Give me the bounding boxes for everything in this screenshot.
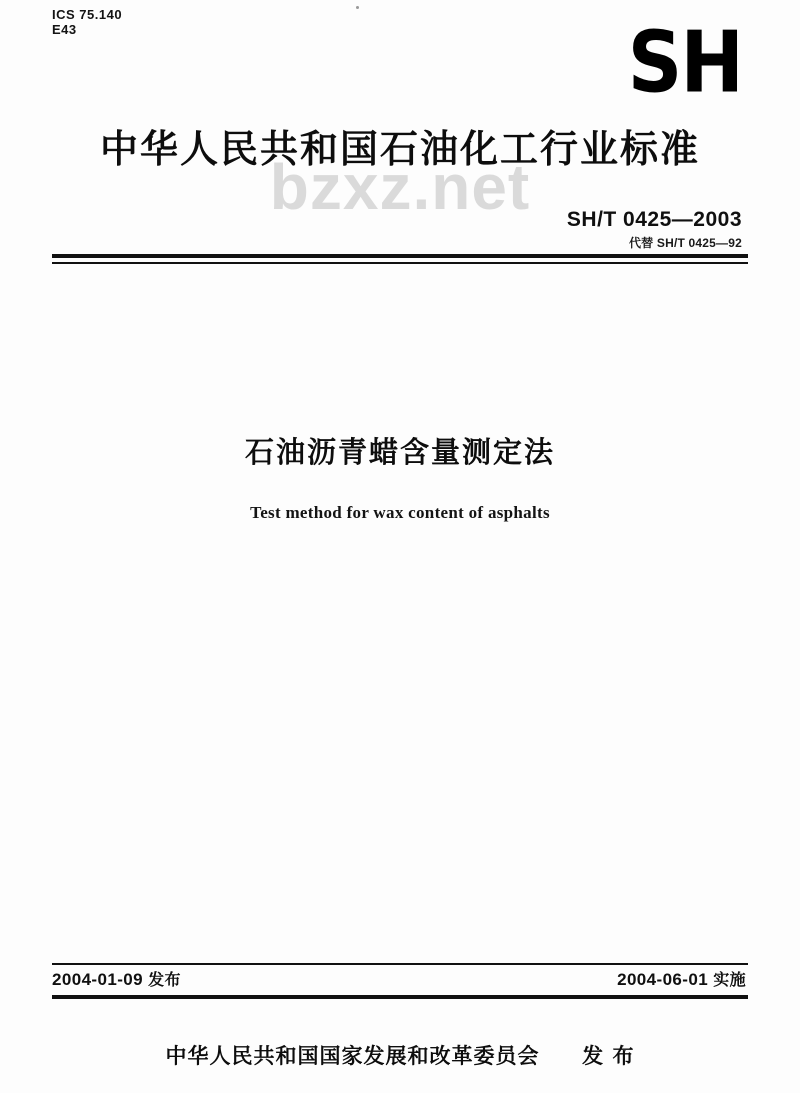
sh-logo: SH xyxy=(627,11,742,112)
replaces-standard: 代替 SH/T 0425—92 xyxy=(628,236,742,250)
effective-date-label: 实施 xyxy=(713,970,746,989)
publisher-action: 发 布 xyxy=(582,1044,635,1068)
header-rule-thick xyxy=(52,254,748,258)
footer-rule-thin xyxy=(52,963,748,965)
standard-number: SH/T 0425—2003 xyxy=(566,208,742,231)
publisher-name: 中华人民共和国国家发展和改革委员会 xyxy=(165,1044,540,1068)
effective-date: 2004-06-01 xyxy=(617,970,709,989)
issue-date: 2004-01-09 xyxy=(52,970,143,989)
document-title-chinese: 石油沥青蜡含量测定法 xyxy=(244,435,555,469)
standard-number-block xyxy=(567,208,742,251)
footer-rule-thick xyxy=(52,995,748,999)
issue-date-block xyxy=(52,967,181,990)
organization-heading: 中华人民共和国石油化工行业标准 xyxy=(99,127,700,171)
effective-date-block xyxy=(617,967,746,990)
scan-artifact xyxy=(356,6,359,9)
document-title-english: Test method for wax content of asphalts xyxy=(250,503,550,522)
ics-code: ICS 75.140 xyxy=(52,7,123,22)
issue-date-label: 发布 xyxy=(148,970,181,989)
ccs-code: E43 xyxy=(52,21,77,37)
header-rule-thin xyxy=(52,262,748,264)
watermark-text: bzxz.net xyxy=(269,151,531,223)
ics-classification-block xyxy=(52,8,122,38)
publisher-block xyxy=(0,1040,800,1070)
